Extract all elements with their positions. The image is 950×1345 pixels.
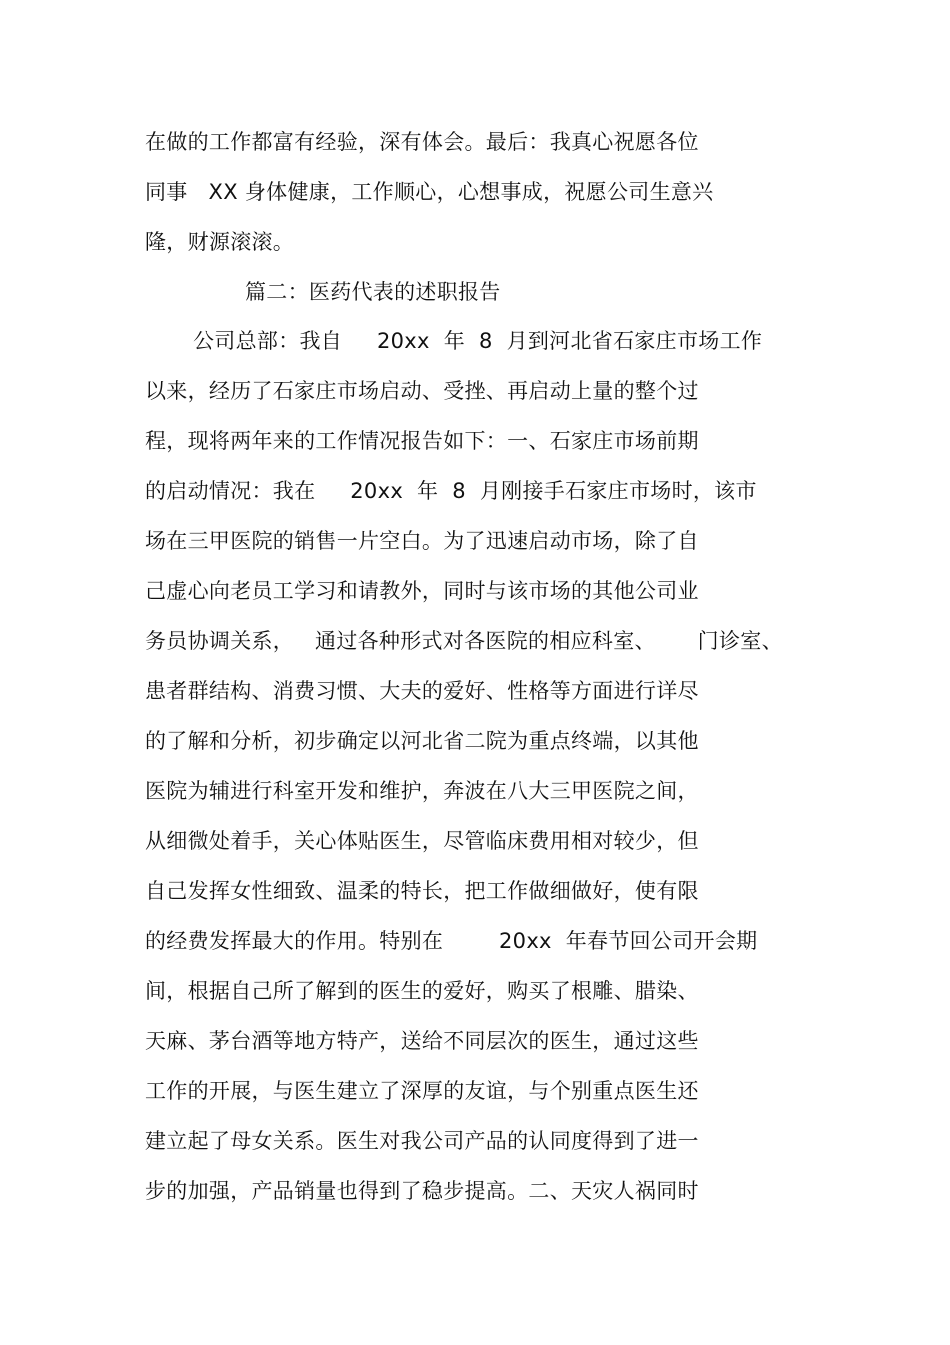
body-text-line: 以来，经历了石家庄市场启动、受挫、再启动上量的整个过 [145, 379, 699, 403]
section-title: 篇二：医药代表的述职报告 [245, 280, 501, 304]
body-text-line: 隆，财源滚滚。 [145, 230, 295, 254]
body-text-line: 间，根据自己所了解到的医生的爱好，购买了根雕、腊染、 [145, 979, 699, 1003]
body-text-line: 的经费发挥最大的作用。特别在 20xx 年春节回公司开会期 [145, 929, 758, 953]
body-text-line: 公司总部：我自 20xx 年 8 月到河北省石家庄市场工作 [193, 329, 763, 353]
body-text-line: 的了解和分析，初步确定以河北省二院为重点终端，以其他 [145, 729, 699, 753]
body-text-line: 从细微处着手，关心体贴医生，尽管临床费用相对较少，但 [145, 829, 699, 853]
body-text-line: 医院为辅进行科室开发和维护，奔波在八大三甲医院之间， [145, 779, 699, 803]
body-text-line: 场在三甲医院的销售一片空白。为了迅速启动市场，除了自 [145, 529, 699, 553]
body-text-line: 的启动情况：我在 20xx 年 8 月刚接手石家庄市场时，该市 [145, 479, 757, 503]
body-text-line: 己虚心向老员工学习和请教外，同时与该市场的其他公司业 [145, 579, 699, 603]
body-text-line: 步的加强，产品销量也得到了稳步提高。二、天灾人祸同时 [145, 1179, 699, 1203]
body-text-line: 自己发挥女性细致、温柔的特长，把工作做细做好，使有限 [145, 879, 699, 903]
body-text-line: 同事 XX 身体健康，工作顺心，心想事成，祝愿公司生意兴 [145, 180, 714, 204]
body-text-line: 天麻、茅台酒等地方特产，送给不同层次的医生，通过这些 [145, 1029, 699, 1053]
body-text-line: 工作的开展，与医生建立了深厚的友谊，与个别重点医生还 [145, 1079, 699, 1103]
body-text-line: 程，现将两年来的工作情况报告如下：一、石家庄市场前期 [145, 429, 699, 453]
body-text-line: 建立起了母女关系。医生对我公司产品的认同度得到了进一 [145, 1129, 699, 1153]
body-text-line: 在做的工作都富有经验，深有体会。最后：我真心祝愿各位 [145, 130, 699, 154]
body-text-line: 患者群结构、消费习惯、大夫的爱好、性格等方面进行详尽 [145, 679, 699, 703]
body-text-line: 务员协调关系， 通过各种形式对各医院的相应科室、 门诊室、 [145, 629, 783, 653]
